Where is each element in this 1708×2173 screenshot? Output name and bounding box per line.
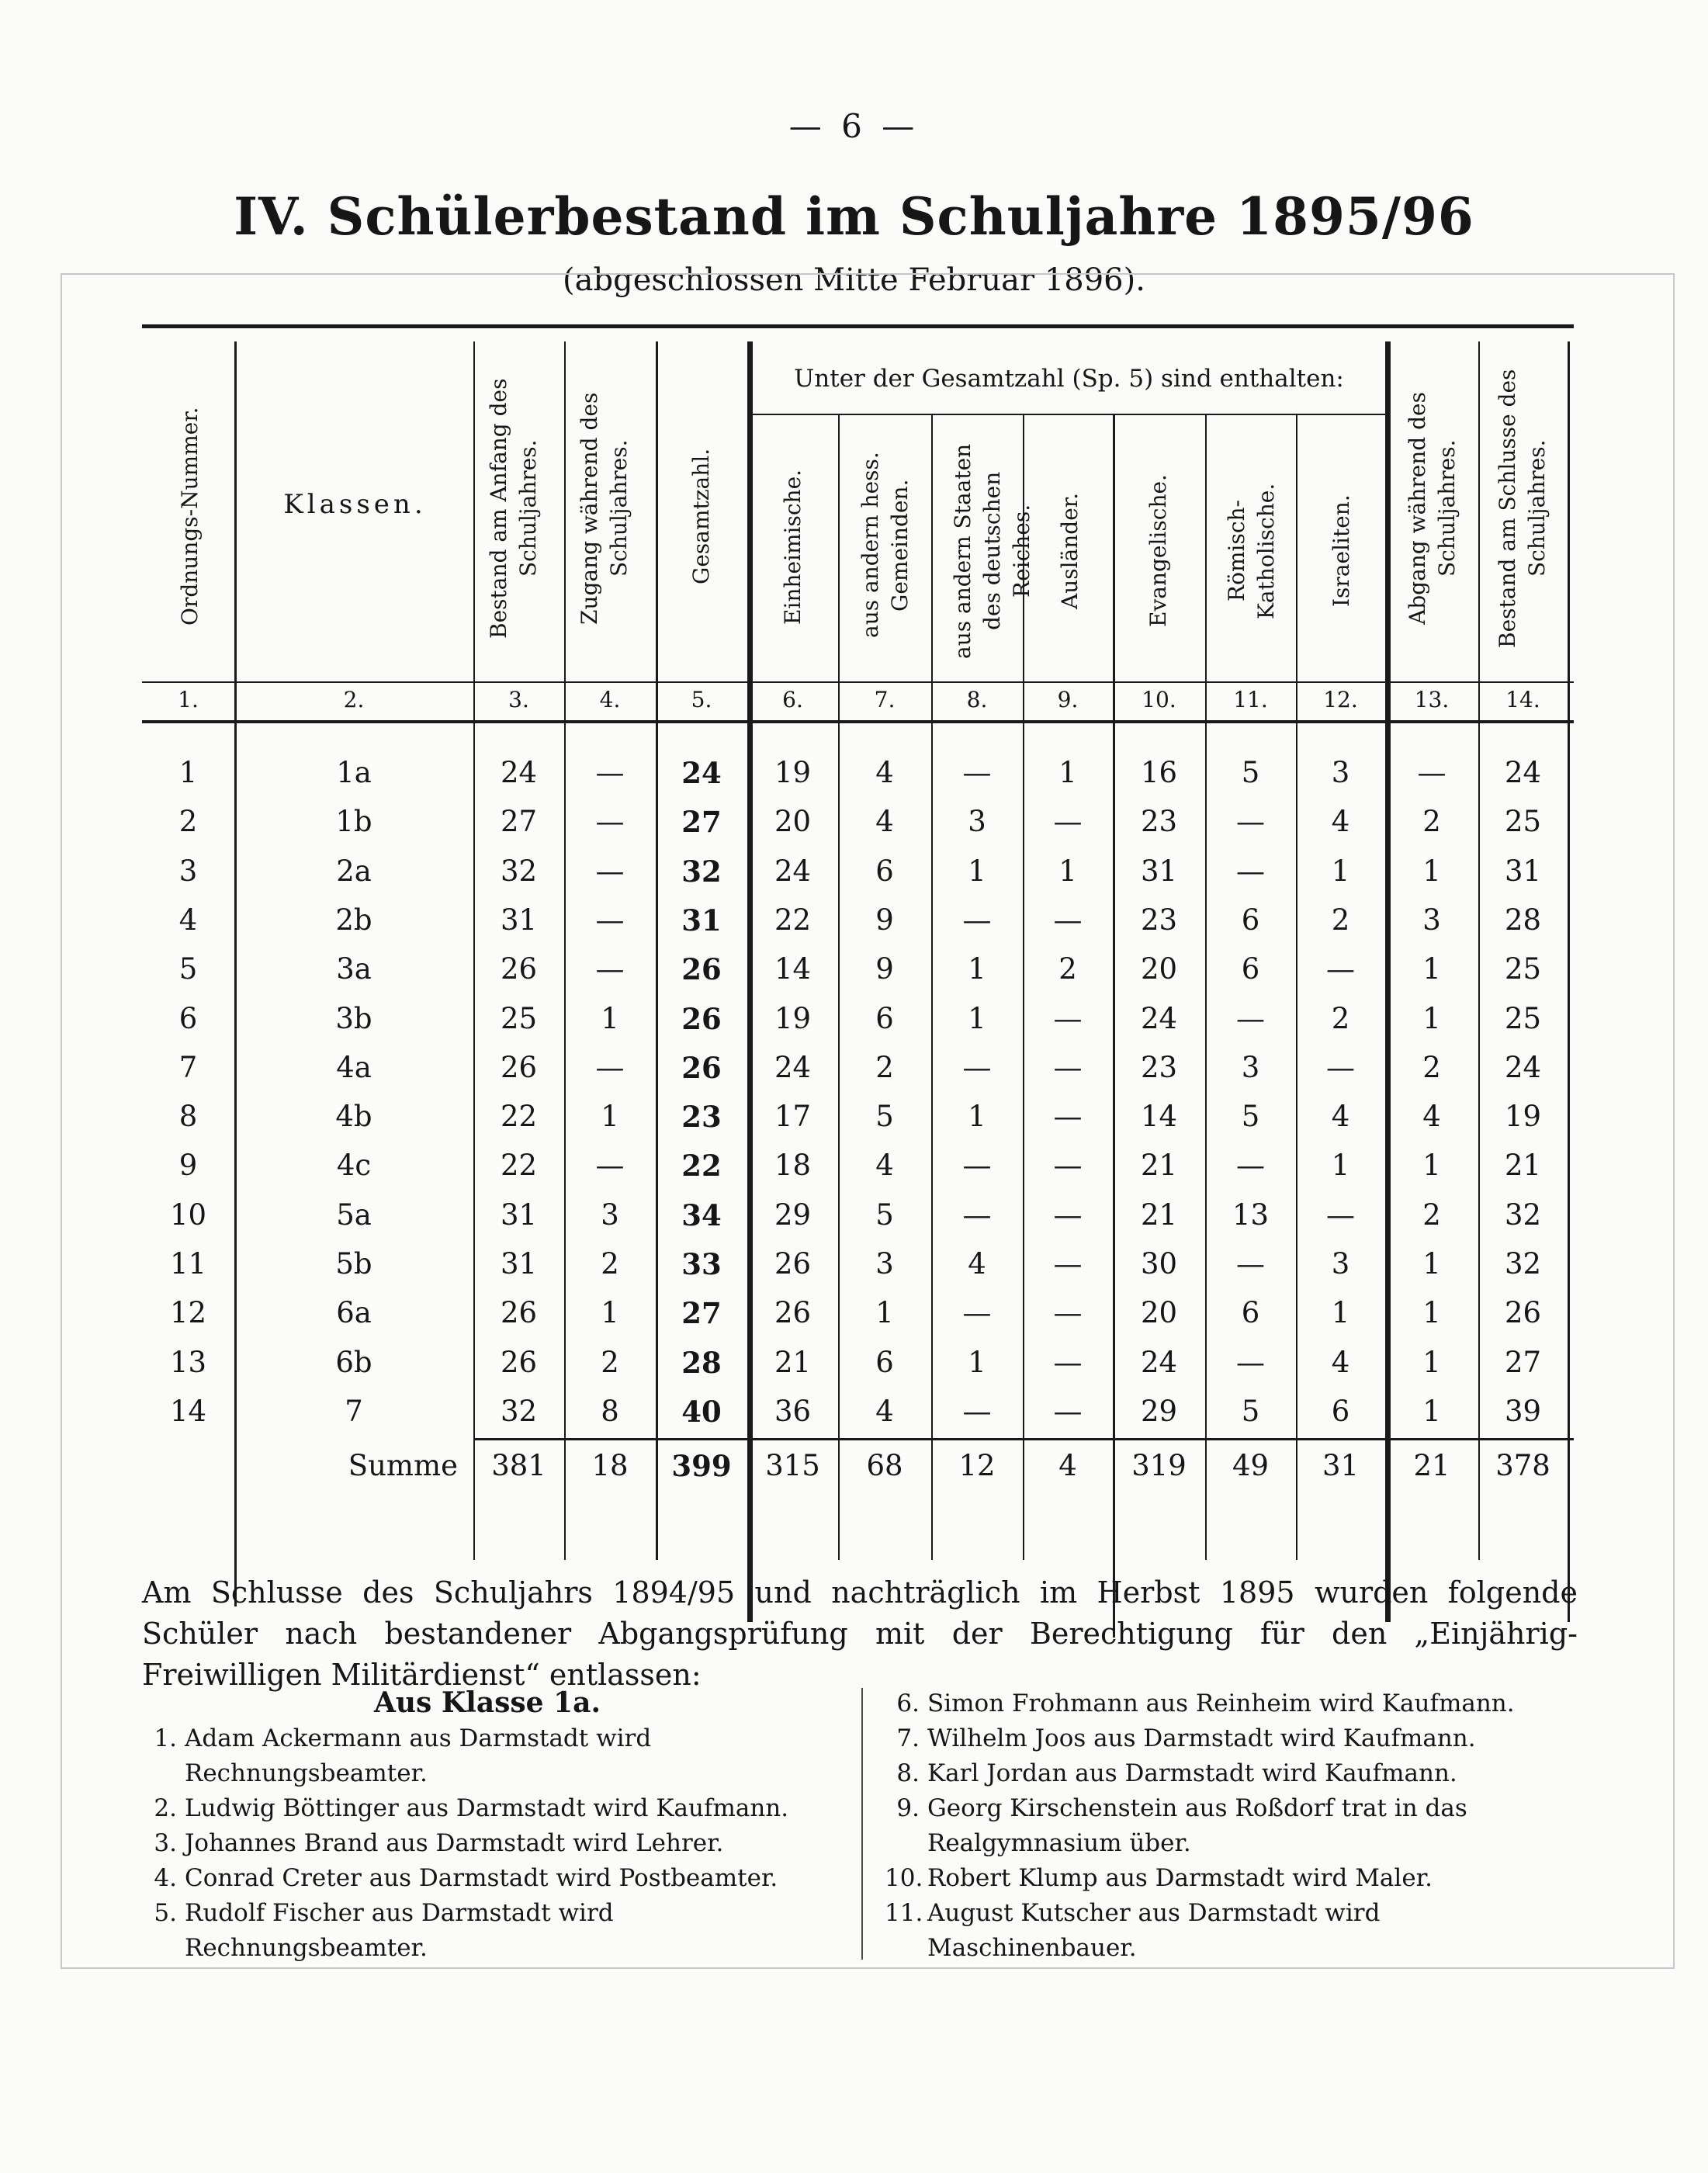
table-cell: 24 [1140, 1001, 1178, 1035]
column-number: 12. [1323, 687, 1358, 712]
list-item [142, 1826, 840, 1861]
table-cell: 30 [1140, 1247, 1178, 1281]
header-bottom-rule [142, 720, 1574, 723]
table-cell: 31 [1504, 854, 1542, 888]
table-cell: 1 [968, 1100, 986, 1134]
table-cell: 4 [875, 1394, 894, 1428]
table-cell: 32 [1504, 1247, 1542, 1281]
table-cell: 2b [335, 903, 372, 937]
list-item-number: 9. [896, 1794, 920, 1822]
table-cell: — [1053, 1247, 1083, 1281]
table-cell: — [595, 903, 625, 937]
table-cell: 16 [1140, 756, 1178, 789]
table-cell: 24 [500, 756, 538, 789]
list-item [885, 1686, 1583, 1721]
col-line-14 [1568, 341, 1570, 1622]
table-cell: 25 [500, 1001, 538, 1035]
table-cell: 9 [875, 903, 894, 937]
table-cell: 2 [1331, 1001, 1350, 1035]
table-cell: 6 [875, 1345, 894, 1379]
table-cell: 5 [875, 1100, 894, 1134]
table-cell: — [595, 756, 625, 789]
table-cell: 23 [1140, 903, 1178, 937]
header-bestand-anfang: Bestand am Anfang des Schuljahres. [486, 378, 541, 639]
table-cell: 9 [875, 952, 894, 986]
table-cell: 13 [169, 1345, 207, 1379]
table-cell: 3 [968, 805, 986, 839]
table-cell: 8 [601, 1394, 619, 1428]
header-zugang: Zugang während des Schuljahres. [577, 392, 632, 625]
sum-cell: 319 [1131, 1449, 1187, 1482]
table-cell: 1 [1058, 854, 1077, 888]
table-cell: 32 [500, 1394, 538, 1428]
list-item [885, 1756, 1583, 1791]
table-cell: 7 [178, 1050, 198, 1084]
list-item [142, 1861, 840, 1896]
table-cell: — [1417, 756, 1446, 789]
sum-cell: 49 [1232, 1449, 1270, 1482]
table-cell: 7 [345, 1394, 363, 1428]
table-cell: 3 [1331, 756, 1350, 789]
table-cell: 2 [1422, 805, 1441, 839]
table-cell: 1a [336, 756, 372, 789]
table-cell: 1 [1422, 1345, 1441, 1379]
table-cell: 12 [169, 1296, 207, 1330]
sum-label: Summe [348, 1449, 458, 1482]
table-cell: — [962, 1197, 992, 1232]
table-cell: 24 [1140, 1345, 1178, 1379]
table-cell: 33 [681, 1247, 722, 1281]
table-cell: 19 [774, 756, 812, 789]
table-cell: — [1236, 854, 1265, 888]
header-roemisch-katholische: Römisch-Katholische. [1224, 483, 1279, 619]
table-cell: 2 [601, 1247, 619, 1281]
table-cell: 22 [774, 903, 812, 937]
table-cell: 26 [1504, 1296, 1542, 1330]
table-cell: 4 [968, 1247, 986, 1281]
table-cell: 20 [774, 805, 812, 839]
header-abgang: Abgang während des Schuljahres. [1405, 392, 1460, 625]
table-cell: 2 [875, 1050, 894, 1084]
col-line-10 [1205, 415, 1207, 1560]
list-item-number: 2. [154, 1794, 177, 1822]
header-andern-staaten: aus andern Staaten des deutschen Reiches. [950, 443, 1034, 659]
column-number: 14. [1505, 687, 1540, 712]
column-number: 13. [1414, 687, 1450, 712]
table-cell: 1 [1422, 952, 1441, 986]
column-number: 6. [782, 687, 803, 712]
table-cell: 18 [774, 1149, 812, 1183]
column-number: 4. [599, 687, 621, 712]
table-cell: 2a [336, 854, 372, 888]
table-cell: — [1236, 1247, 1265, 1281]
table-cell: 25 [1504, 952, 1542, 986]
table-cell: 2 [1422, 1197, 1441, 1232]
table-cell: 1 [1422, 1247, 1441, 1281]
column-number: 5. [691, 687, 712, 712]
table-cell: — [962, 756, 992, 789]
table-cell: — [1236, 1345, 1265, 1379]
header-bestand-schluss: Bestand am Schlusse des Schuljahres. [1495, 369, 1550, 648]
table-cell: 2 [178, 805, 198, 839]
table-cell: 3 [178, 854, 198, 888]
table-cell: 19 [774, 1001, 812, 1035]
table-cell: 1 [178, 756, 198, 789]
table-cell: 31 [681, 903, 722, 937]
table-cell: — [962, 1296, 992, 1330]
table-cell: 21 [774, 1345, 812, 1379]
table-cell: 31 [500, 903, 538, 937]
table-cell: 6b [335, 1345, 372, 1379]
table-cell: 20 [1140, 1296, 1178, 1330]
table-cell: 26 [681, 1001, 722, 1036]
list-item-text: Ludwig Böttinger aus Darmstadt wird Kaufmann. [185, 1794, 789, 1822]
table-cell: 31 [500, 1197, 538, 1232]
table-cell: 4 [178, 903, 198, 937]
table-cell: 2 [601, 1345, 619, 1379]
table-cell: 1 [1422, 1296, 1441, 1330]
list-item-text: Karl Jordan aus Darmstadt wird Kaufmann. [927, 1759, 1457, 1787]
table-cell: 1 [968, 1345, 986, 1379]
table-cell: 4c [336, 1149, 372, 1183]
list-item-text: Johannes Brand aus Darmstadt wird Lehrer. [185, 1829, 724, 1857]
table-cell: 3a [336, 952, 372, 986]
table-cell: 14 [1140, 1100, 1178, 1134]
table-cell: 4 [1331, 1100, 1350, 1134]
table-cell: — [1053, 1197, 1083, 1232]
table-cell: 3b [335, 1001, 372, 1035]
table-cell: 3 [1422, 903, 1441, 937]
table-cell: — [1053, 903, 1083, 937]
table-cell: 5 [1241, 1394, 1260, 1428]
sum-cell: 18 [591, 1449, 629, 1482]
table-cell: 6 [875, 1001, 894, 1035]
list-item-text: Wilhelm Joos aus Darmstadt wird Kaufmann. [927, 1724, 1476, 1752]
table-cell: 31 [1140, 854, 1178, 888]
table-cell: 5a [336, 1197, 372, 1232]
table-cell: 36 [774, 1394, 812, 1428]
table-cell: 6 [1241, 952, 1260, 986]
table-cell: 8 [178, 1100, 198, 1134]
header-ordnungs-nummer: Ordnungs-Nummer. [177, 407, 203, 626]
table-cell: — [1053, 1001, 1083, 1035]
table-cell: 32 [500, 854, 538, 888]
column-number: 9. [1057, 687, 1079, 712]
table-cell: 1 [875, 1296, 894, 1330]
table-cell: — [962, 1394, 992, 1428]
table-cell: 26 [500, 1050, 538, 1084]
column-number: 7. [874, 687, 896, 712]
table-cell: — [962, 1149, 992, 1183]
header-gesamtzahl: Gesamtzahl. [688, 448, 714, 584]
table-cell: 26 [500, 1296, 538, 1330]
table-cell: — [962, 903, 992, 937]
table-cell: — [1236, 1149, 1265, 1183]
table-cell: 1 [601, 1296, 619, 1330]
list-item [885, 1896, 1583, 1966]
list-item-number: 10. [885, 1864, 923, 1892]
table-cell: 23 [1140, 1050, 1178, 1084]
list-item-number: 4. [154, 1864, 177, 1892]
sum-cell: 399 [671, 1449, 732, 1483]
header-andern-hess: aus andern hess. Gemeinden. [857, 452, 913, 639]
table-cell: — [1053, 1100, 1083, 1134]
table-cell: 1 [1422, 1394, 1441, 1428]
colnum-top-rule [142, 681, 1574, 683]
table-cell: 17 [774, 1100, 812, 1134]
sum-cell: 381 [491, 1449, 546, 1482]
table-cell: 22 [681, 1149, 722, 1184]
list-item-text: Georg Kirschenstein aus Roßdorf trat in das Realgymnasium über. [927, 1794, 1467, 1857]
table-cell: 26 [500, 952, 538, 986]
list-item-text: Rudolf Fischer aus Darmstadt wird Rechnungsbeamter. [185, 1899, 614, 1962]
sum-cell: 31 [1322, 1449, 1360, 1482]
table-cell: 1 [1422, 1149, 1441, 1183]
table-cell: — [1053, 1050, 1083, 1084]
table-cell: 2 [1331, 903, 1350, 937]
table-cell: 27 [681, 805, 722, 840]
table-cell: 21 [1504, 1149, 1542, 1183]
table-cell: 1 [601, 1001, 619, 1035]
table-cell: 29 [1140, 1394, 1178, 1428]
table-cell: 24 [774, 854, 812, 888]
table-cell: 5b [335, 1247, 372, 1281]
table-cell: 34 [681, 1197, 722, 1232]
table-cell: — [595, 1149, 625, 1183]
table-cell: 24 [681, 756, 722, 790]
col-line-7 [931, 415, 933, 1560]
table-cell: 6a [336, 1296, 372, 1330]
list-item [142, 1791, 840, 1826]
table-cell: 4 [1331, 1345, 1350, 1379]
table-cell: 2 [1422, 1050, 1441, 1084]
list-item-number: 1. [154, 1724, 177, 1752]
table-cell: 6 [1241, 1296, 1260, 1330]
table-cell: 2 [1058, 952, 1077, 986]
sum-cell: 4 [1058, 1449, 1077, 1482]
table-cell: — [1053, 1296, 1083, 1330]
table-cell: 27 [500, 805, 538, 839]
table-cell: 23 [1140, 805, 1178, 839]
table-cell: 5 [178, 952, 198, 986]
list-divider [861, 1688, 863, 1960]
table-cell: 1 [968, 952, 986, 986]
table-cell: 26 [774, 1296, 812, 1330]
table-cell: 24 [1504, 756, 1542, 789]
header-evangelische: Evangelische. [1145, 474, 1171, 628]
list-item [142, 1896, 840, 1966]
list-item-number: 6. [896, 1690, 920, 1717]
table-cell: 5 [1241, 756, 1260, 789]
page-title: IV. Schülerbestand im Schuljahre 1895/96 [234, 186, 1474, 247]
table-cell: 4 [875, 756, 894, 789]
table-cell: 14 [774, 952, 812, 986]
sum-cell: 12 [958, 1449, 996, 1482]
table-cell: 40 [681, 1394, 722, 1429]
table-cell: 31 [500, 1247, 538, 1281]
table-cell: 26 [681, 1050, 722, 1085]
table-cell: 4 [875, 1149, 894, 1183]
column-number: 8. [966, 687, 988, 712]
header-einheimische: Einheimische. [780, 469, 805, 626]
page-number: — 6 — [788, 107, 920, 145]
discharge-note: Am Schlusse des Schuljahrs 1894/95 und nachträglich im Herbst 1895 wurden folgende Schüler nach bestandener Abgangsprüfung mit der Berechtigung für den „Einjährig-Freiwilligen Militärdienst“ entlassen: [142, 1575, 1578, 1692]
sum-cell: 21 [1413, 1449, 1450, 1482]
header-klassen: Klassen. [283, 489, 427, 520]
student-list-left [142, 1721, 840, 1966]
table-cell: — [1236, 805, 1265, 839]
table-cell: 3 [875, 1247, 894, 1281]
col-line-6 [838, 415, 840, 1560]
table-cell: 19 [1504, 1100, 1542, 1134]
table-cell: 25 [1504, 805, 1542, 839]
table-cell: 39 [1504, 1394, 1542, 1428]
table-cell: 1 [1331, 1296, 1350, 1330]
table-cell: 4 [875, 805, 894, 839]
table-cell: — [595, 952, 625, 986]
table-cell: 32 [1504, 1197, 1542, 1232]
header-auslaender: Ausländer. [1057, 493, 1083, 610]
table-cell: 4b [335, 1100, 372, 1134]
table-cell: 3 [1331, 1247, 1350, 1281]
table-cell: 32 [681, 854, 722, 889]
table-cell: — [962, 1050, 992, 1084]
table-cell: 5 [1241, 1100, 1260, 1134]
list-item-number: 11. [885, 1899, 923, 1927]
list-item-text: Conrad Creter aus Darmstadt wird Postbeamter. [185, 1864, 778, 1892]
sum-cell: 68 [866, 1449, 903, 1482]
column-number: 2. [343, 687, 365, 712]
column-number: 10. [1142, 687, 1176, 712]
table-cell: 27 [681, 1296, 722, 1331]
table-cell: 27 [1504, 1345, 1542, 1379]
list-item-text: August Kutscher aus Darmstadt wird Maschinenbauer. [927, 1899, 1381, 1962]
table-cell: — [1053, 805, 1083, 839]
column-number: 3. [508, 687, 529, 712]
table-cell: 26 [500, 1345, 538, 1379]
table-cell: 1 [968, 1001, 986, 1035]
table-cell: 1 [1422, 854, 1441, 888]
table-cell: — [1326, 1197, 1355, 1232]
table-cell: 1 [1331, 854, 1350, 888]
table-cell: 22 [500, 1149, 538, 1183]
table-cell: 21 [1140, 1197, 1178, 1232]
table-cell: 29 [774, 1197, 812, 1232]
list-item [885, 1861, 1583, 1896]
table-cell: 21 [1140, 1149, 1178, 1183]
table-cell: 13 [1232, 1197, 1270, 1232]
table-cell: 28 [1504, 903, 1542, 937]
class-heading: Aus Klasse 1a. [373, 1686, 601, 1719]
table-cell: 22 [500, 1100, 538, 1134]
table-cell: 1 [1058, 756, 1077, 789]
table-cell: 20 [1140, 952, 1178, 986]
sum-cell: 315 [765, 1449, 820, 1482]
list-item-number: 5. [154, 1899, 177, 1927]
table-cell: 1b [335, 805, 372, 839]
table-cell: — [595, 854, 625, 888]
table-cell: — [1326, 952, 1355, 986]
table-cell: — [1326, 1050, 1355, 1084]
list-item [142, 1721, 840, 1791]
table-cell: — [595, 805, 625, 839]
header-israeliten: Israeliten. [1329, 494, 1354, 608]
table-cell: 6 [1241, 903, 1260, 937]
list-item [885, 1791, 1583, 1861]
table-cell: 25 [1504, 1001, 1542, 1035]
table-cell: 26 [774, 1247, 812, 1281]
table-cell: 24 [1504, 1050, 1542, 1084]
header-group-unter-der-gesamtzahl: Unter der Gesamtzahl (Sp. 5) sind enthalten: [794, 365, 1344, 393]
table-cell: — [595, 1050, 625, 1084]
table-cell: 23 [681, 1100, 722, 1135]
table-cell: 1 [601, 1100, 619, 1134]
table-cell: 6 [178, 1001, 198, 1035]
table-cell: 1 [1422, 1001, 1441, 1035]
table-cell: 4 [1331, 805, 1350, 839]
table-cell: 1 [968, 854, 986, 888]
table-cell: 14 [169, 1394, 207, 1428]
table-cell: 6 [875, 854, 894, 888]
list-item-number: 7. [896, 1724, 920, 1752]
page-subtitle: (abgeschlossen Mitte Februar 1896). [563, 262, 1145, 298]
table-cell: — [1053, 1394, 1083, 1428]
table-cell: 10 [169, 1197, 207, 1232]
col-line-11 [1296, 415, 1297, 1560]
table-cell: 9 [178, 1149, 198, 1183]
table-cell: 3 [1241, 1050, 1260, 1084]
table-top-rule [142, 324, 1574, 328]
list-item-text: Robert Klump aus Darmstadt wird Maler. [927, 1864, 1433, 1892]
student-list-right [885, 1686, 1583, 1966]
table-cell: — [1236, 1001, 1265, 1035]
table-cell: 3 [601, 1197, 619, 1232]
table-cell: 1 [1331, 1149, 1350, 1183]
column-number: 1. [178, 687, 199, 712]
table-cell: — [1053, 1149, 1083, 1183]
sum-cell: 378 [1495, 1449, 1550, 1482]
list-item-number: 3. [154, 1829, 177, 1857]
table-cell: 26 [681, 952, 722, 987]
table-cell: 6 [1331, 1394, 1350, 1428]
column-number: 11. [1233, 687, 1268, 712]
list-item-text: Adam Ackermann aus Darmstadt wird Rechnungsbeamter. [185, 1724, 652, 1787]
list-item [885, 1721, 1583, 1756]
table-cell: — [1053, 1345, 1083, 1379]
group-header-rule [753, 414, 1385, 415]
table-cell: 24 [774, 1050, 812, 1084]
list-item-number: 8. [896, 1759, 920, 1787]
table-cell: 28 [681, 1345, 722, 1380]
table-cell: 4a [336, 1050, 372, 1084]
table-cell: 4 [1422, 1100, 1441, 1134]
table-cell: 5 [875, 1197, 894, 1232]
table-cell: 11 [169, 1247, 207, 1281]
list-item-text: Simon Frohmann aus Reinheim wird Kaufmann. [927, 1690, 1515, 1717]
